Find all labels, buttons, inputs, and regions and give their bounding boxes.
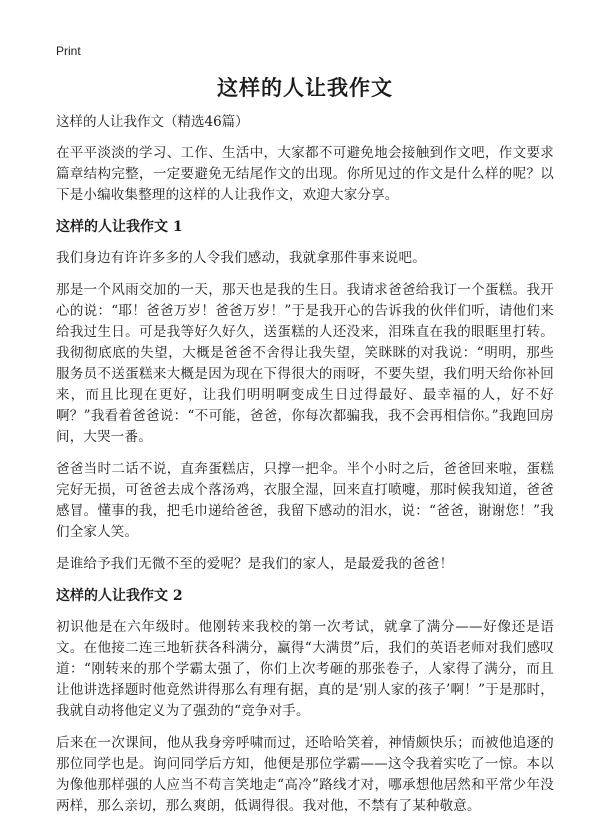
document-subtitle: 这样的人让我作文（精选46篇）	[56, 114, 249, 130]
paragraph: 后来在一次课间，他从我身旁呼啸而过，还哈哈笑着，神情颇快乐；而被他追逐的那位同学也是。询问同学后方知，他便是那位学霸——这令我着实吃了一惊。本以为像他那样强的人应当不苟言笑地走“高冷”路线才对，哪承想他居然和平常少年没两样，那么亲切，那么爽朗，低调得很。我对他，不禁有了某种敬意。	[56, 735, 554, 814]
paragraph: 那是一个风雨交加的一天，那天也是我的生日。我请求爸爸给我订一个蛋糕。我开心的说：“耶！爸爸万岁！爸爸万岁！”于是我开心的告诉我的伙伴们听，请他们来给我过生日。可是我等好久好久，送蛋糕的人还没来，泪珠直在我的眼眶里打转。我彻彻底底的失望，大概是爸爸不舍得让我失望，笑眯眯的对我说：“明明，那些服务员不送蛋糕来大概是因为现在下得很大的雨呀，不要失望，我们明天给你补回来，而且比现在更好，让我们明明啊变成生日过得最好、最幸福的人，好不好啊？”我看着爸爸说：“不可能，爸爸，你每次都骗我，我不会再相信你。”我跑回房间，大哭一番。	[56, 282, 554, 445]
intro-paragraph: 在平平淡淡的学习、工作、生活中，大家都不可避免地会接触到作文吧，作文要求篇章结构完整，一定要避免无结尾作文的出现。你所见过的作文是什么样的呢？以下是小编收集整理的这样的人让我作文，欢迎大家分享。	[56, 145, 554, 203]
page-title: 这样的人让我作文	[217, 75, 393, 100]
paragraph: 是谁给予我们无微不至的爱呢？是我们的家人，是最爱我的爸爸！	[56, 556, 454, 572]
paragraph: 爸爸当时二话不说，直奔蛋糕店，只撑一把伞。半个小时之后，爸爸回来啦，蛋糕完好无损，可爸爸去成个落汤鸡，衣服全湿，回来直打喷嚏，那时候我知道，爸爸感冒。懂事的我，把毛巾递给爸爸，我留下感动的泪水，说：“爸爸，谢谢您！”我们全家人笑。	[56, 461, 554, 540]
section-heading-1: 这样的人让我作文 1	[56, 219, 183, 235]
paragraph: 我们身边有许许多多的人令我们感动，我就拿那件事来说吧。	[56, 250, 426, 266]
print-link[interactable]: Print	[56, 44, 81, 58]
section-heading-2: 这样的人让我作文 2	[56, 588, 183, 604]
paragraph: 初识他是在六年级时。他刚转来我校的第一次考试，就拿了满分——好像还是语文。在他接二连三地斩获各科满分，赢得“大满贯”后，我们的英语老师对我们感叹道：“刚转来的那个学霸太强了，你们上次考砸的那张卷子，人家得了满分，而且让他讲选择题时他竟然讲得那么有理有据，真的是‘别人家的孩子’啊！”于是那时，我就自动将他定义为了强劲的“竞争对手。	[56, 619, 554, 719]
